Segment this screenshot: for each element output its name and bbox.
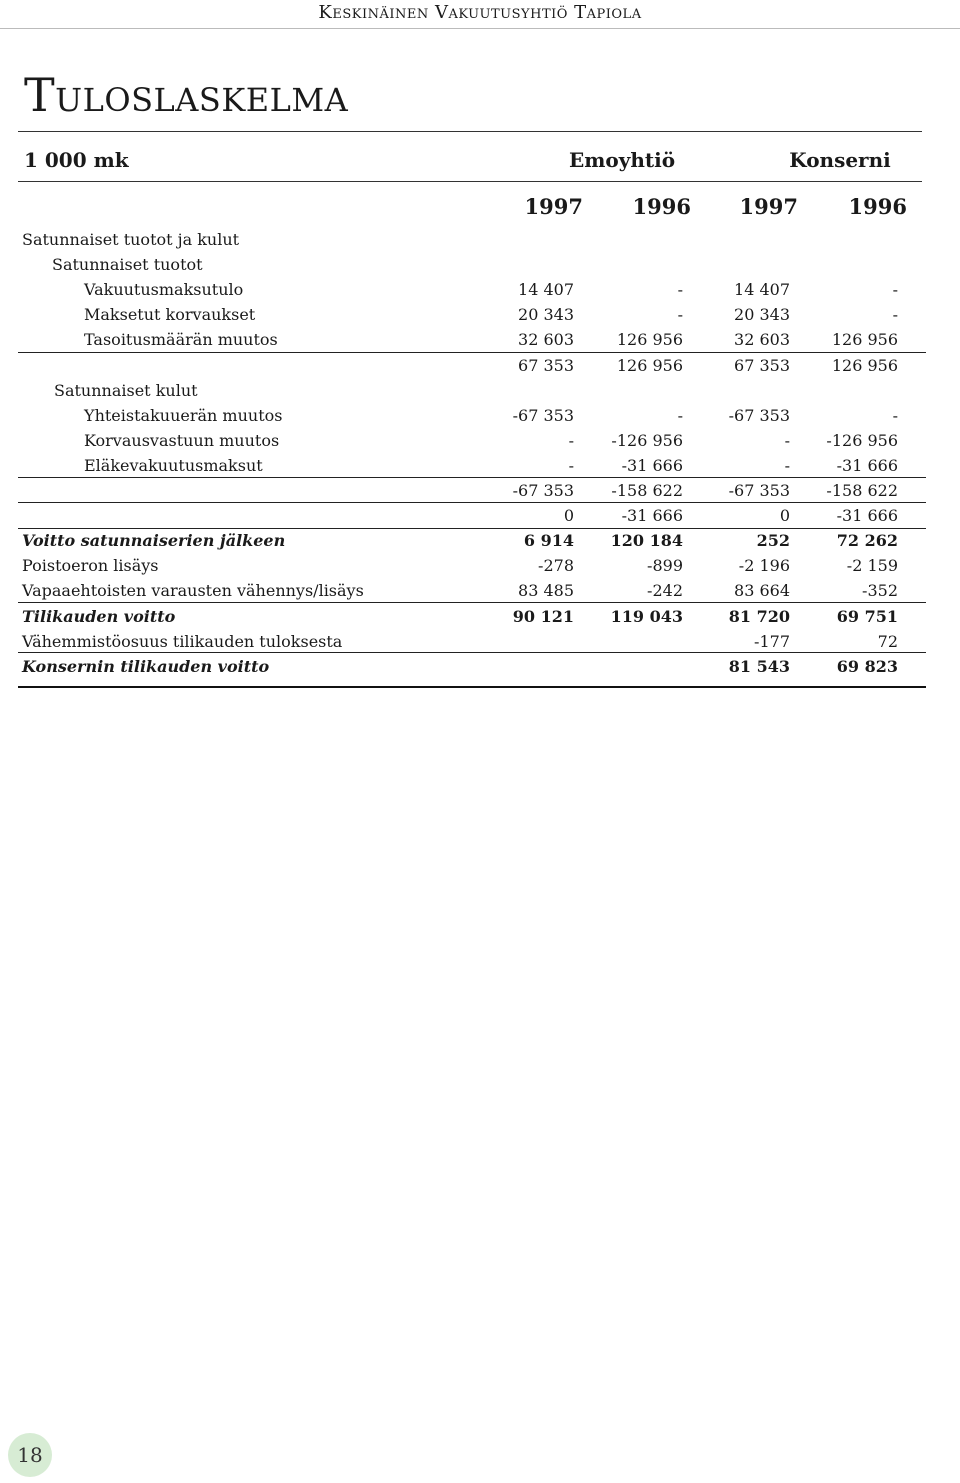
value-cell: -126 956 bbox=[611, 430, 683, 450]
value-cell: -67 353 bbox=[728, 481, 790, 500]
value-cell: 14 407 bbox=[518, 280, 574, 300]
value-cell: 32 603 bbox=[518, 330, 574, 350]
header-rule bbox=[18, 181, 922, 182]
row-label: Voitto satunnaiserien jälkeen bbox=[22, 531, 286, 551]
value-cell: 72 262 bbox=[836, 531, 898, 551]
value-cell: 72 bbox=[877, 631, 898, 651]
value-cell: 126 956 bbox=[616, 330, 683, 350]
running-header: Keskinäinen Vakuutusyhtiö Tapiola bbox=[0, 2, 960, 29]
row-claims-reserve-change bbox=[18, 428, 926, 453]
table-bottom-rule bbox=[18, 686, 926, 688]
value-cell: 69 751 bbox=[836, 606, 898, 626]
value-cell: -31 666 bbox=[836, 455, 898, 475]
row-group-profit bbox=[18, 654, 926, 679]
group-header-parent: Emoyhtiö bbox=[568, 148, 676, 172]
row-label: Tilikauden voitto bbox=[22, 606, 176, 626]
row-label: Vähemmistöosuus tilikauden tuloksesta bbox=[22, 631, 343, 651]
row-rule bbox=[18, 502, 926, 503]
value-cell: - bbox=[892, 280, 898, 300]
value-cell: -31 666 bbox=[836, 506, 898, 526]
page-number: 18 bbox=[8, 1433, 52, 1477]
row-label: Vakuutusmaksutulo bbox=[84, 280, 244, 300]
row-label: Vapaaehtoisten varausten vähennys/lisäys bbox=[22, 581, 364, 601]
row-premiums bbox=[18, 277, 926, 302]
value-cell: -2 196 bbox=[738, 556, 790, 576]
row-voluntary-reserves bbox=[18, 578, 926, 603]
row-label: Tasoitusmäärän muutos bbox=[84, 330, 278, 350]
subtotal-income bbox=[18, 353, 926, 378]
value-cell: - bbox=[568, 430, 574, 450]
value-cell: - bbox=[568, 455, 574, 475]
value-cell: 67 353 bbox=[734, 355, 790, 375]
row-label: Yhteistakuuerän muutos bbox=[84, 405, 283, 425]
subsection-heading bbox=[18, 378, 926, 403]
row-rule bbox=[18, 477, 926, 478]
row-depreciation-difference bbox=[18, 553, 926, 578]
value-cell: 67 353 bbox=[518, 355, 574, 375]
row-label: Satunnaiset tuotot ja kulut bbox=[22, 230, 240, 249]
value-cell: 120 184 bbox=[610, 531, 683, 551]
value-cell: 83 664 bbox=[734, 581, 790, 601]
value-cell: -177 bbox=[754, 631, 790, 651]
row-rule bbox=[18, 652, 926, 653]
value-cell: 20 343 bbox=[734, 305, 790, 325]
value-cell: 6 914 bbox=[523, 531, 574, 551]
value-cell: 14 407 bbox=[734, 280, 790, 300]
row-label: Poistoeron lisäys bbox=[22, 556, 159, 576]
section-heading bbox=[18, 227, 926, 252]
row-rule bbox=[18, 528, 926, 529]
row-label: Korvausvastuun muutos bbox=[84, 430, 280, 450]
value-cell: 126 956 bbox=[831, 330, 898, 350]
row-label: Satunnaiset kulut bbox=[54, 380, 198, 400]
value-cell: -67 353 bbox=[512, 405, 574, 425]
value-cell: - bbox=[677, 405, 683, 425]
value-cell: -278 bbox=[538, 556, 574, 576]
value-cell: - bbox=[677, 280, 683, 300]
row-label: Satunnaiset tuotot bbox=[52, 255, 203, 275]
row-label: Maksetut korvaukset bbox=[84, 305, 256, 325]
value-cell: -352 bbox=[862, 581, 898, 601]
value-cell: - bbox=[784, 455, 790, 475]
value-cell: 32 603 bbox=[734, 330, 790, 350]
row-minority-interest bbox=[18, 629, 926, 654]
value-cell: - bbox=[892, 405, 898, 425]
value-cell: -31 666 bbox=[621, 455, 683, 475]
row-rule bbox=[18, 352, 926, 353]
value-cell: -31 666 bbox=[621, 506, 683, 526]
unit-label: 1 000 mk bbox=[24, 148, 129, 172]
value-cell: -899 bbox=[647, 556, 683, 576]
value-cell: 252 bbox=[756, 531, 790, 551]
value-cell: 81 720 bbox=[728, 606, 790, 626]
row-claims-paid bbox=[18, 302, 926, 327]
value-cell: 126 956 bbox=[616, 355, 683, 375]
value-cell: -2 159 bbox=[846, 556, 898, 576]
row-profit-after-extraordinary bbox=[18, 528, 926, 553]
row-label: Eläkevakuutusmaksut bbox=[84, 455, 263, 475]
row-rule bbox=[18, 602, 926, 603]
row-pension-contributions bbox=[18, 453, 926, 478]
row-joint-guarantee-change bbox=[18, 403, 926, 428]
row-profit-for-period bbox=[18, 604, 926, 629]
value-cell: -67 353 bbox=[512, 481, 574, 500]
value-cell: 69 823 bbox=[836, 656, 898, 676]
value-cell: 119 043 bbox=[610, 606, 683, 626]
value-cell: 83 485 bbox=[518, 581, 574, 601]
value-cell: 0 bbox=[779, 506, 790, 526]
value-cell: - bbox=[784, 430, 790, 450]
value-cell: - bbox=[892, 305, 898, 325]
year-header-parent-1996: 1996 bbox=[632, 194, 691, 219]
year-header-parent-1997: 1997 bbox=[524, 194, 583, 219]
value-cell: -67 353 bbox=[728, 405, 790, 425]
subsection-heading bbox=[18, 252, 926, 277]
title-rule bbox=[18, 131, 922, 132]
value-cell: 20 343 bbox=[518, 305, 574, 325]
value-cell: 81 543 bbox=[728, 656, 790, 676]
value-cell: -126 956 bbox=[826, 430, 898, 450]
page-title: Tuloslaskelma bbox=[24, 68, 349, 122]
year-header-group-1996: 1996 bbox=[848, 194, 907, 219]
value-cell: -158 622 bbox=[826, 481, 898, 500]
value-cell: 126 956 bbox=[831, 355, 898, 375]
value-cell: 0 bbox=[563, 506, 574, 526]
year-header-group-1997: 1997 bbox=[739, 194, 798, 219]
value-cell: - bbox=[677, 305, 683, 325]
row-extraordinary-net bbox=[18, 503, 926, 528]
value-cell: -158 622 bbox=[611, 481, 683, 500]
row-equalization-change bbox=[18, 327, 926, 352]
value-cell: -242 bbox=[647, 581, 683, 601]
row-label: Konsernin tilikauden voitto bbox=[22, 656, 270, 676]
subtotal-expenses bbox=[18, 478, 926, 503]
value-cell: 90 121 bbox=[512, 606, 574, 626]
group-header-group: Konserni bbox=[789, 148, 891, 172]
